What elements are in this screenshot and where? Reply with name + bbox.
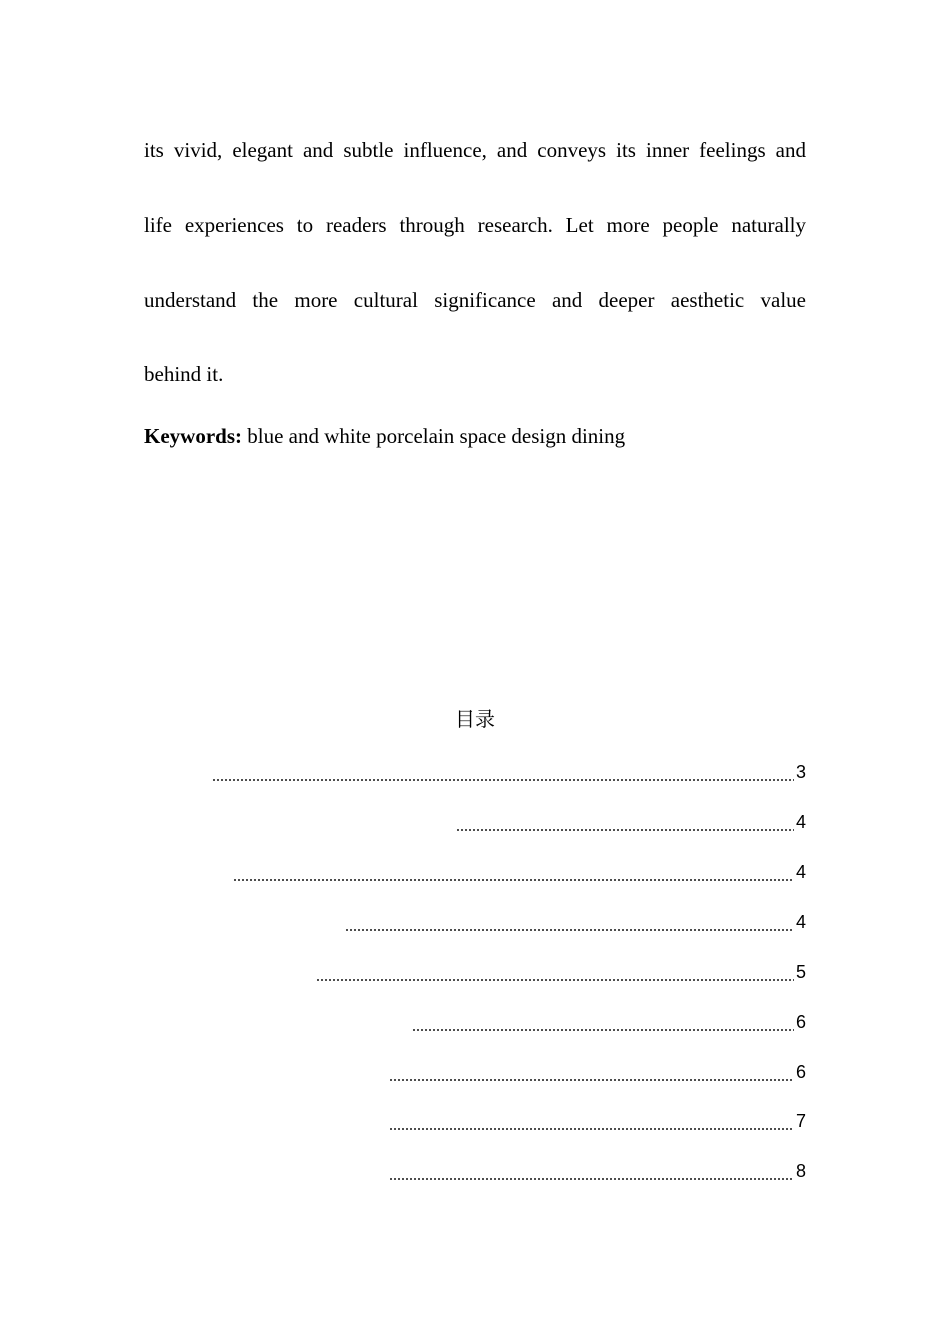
abstract-line-4: behind it.	[144, 362, 224, 386]
toc-leader	[345, 914, 794, 932]
toc-leader	[233, 864, 794, 882]
toc-entry[interactable]	[456, 808, 806, 832]
toc-entry[interactable]	[389, 1058, 806, 1082]
toc-entry[interactable]	[233, 858, 806, 882]
toc-title: 目录	[455, 707, 495, 731]
toc-page-number: 8	[795, 1161, 806, 1181]
abstract-line-3: understand the more cultural significance and deeper aesthetic value	[144, 288, 806, 312]
toc-leader	[389, 1163, 794, 1181]
toc-page-number: 5	[795, 962, 806, 982]
toc-entry[interactable]	[389, 1157, 806, 1181]
toc-page-number: 3	[795, 762, 806, 782]
toc-page-number: 4	[795, 862, 806, 882]
keywords-line	[144, 424, 625, 448]
keywords-label: Keywords:	[144, 424, 242, 448]
toc-page-number: 4	[795, 812, 806, 832]
toc-page-number: 6	[795, 1012, 806, 1032]
toc-leader	[389, 1064, 794, 1082]
toc-leader	[456, 814, 794, 832]
toc-leader	[412, 1014, 794, 1032]
abstract-line-1: its vivid, elegant and subtle influence, and conveys its inner feelings and	[144, 138, 806, 162]
toc-leader	[316, 964, 794, 982]
toc-page-number: 7	[795, 1111, 806, 1131]
toc-entry[interactable]	[412, 1008, 806, 1032]
toc-entry[interactable]	[389, 1107, 806, 1131]
toc-entry[interactable]	[345, 908, 806, 932]
toc-leader	[212, 764, 794, 782]
toc-page-number: 6	[795, 1062, 806, 1082]
abstract-line-2: life experiences to readers through research. Let more people naturally	[144, 213, 806, 237]
keywords-text: blue and white porcelain space design dining	[247, 424, 626, 448]
toc-page-number: 4	[795, 912, 806, 932]
toc-entry[interactable]	[316, 958, 806, 982]
toc-leader	[389, 1113, 794, 1131]
toc-entry[interactable]	[212, 758, 806, 782]
